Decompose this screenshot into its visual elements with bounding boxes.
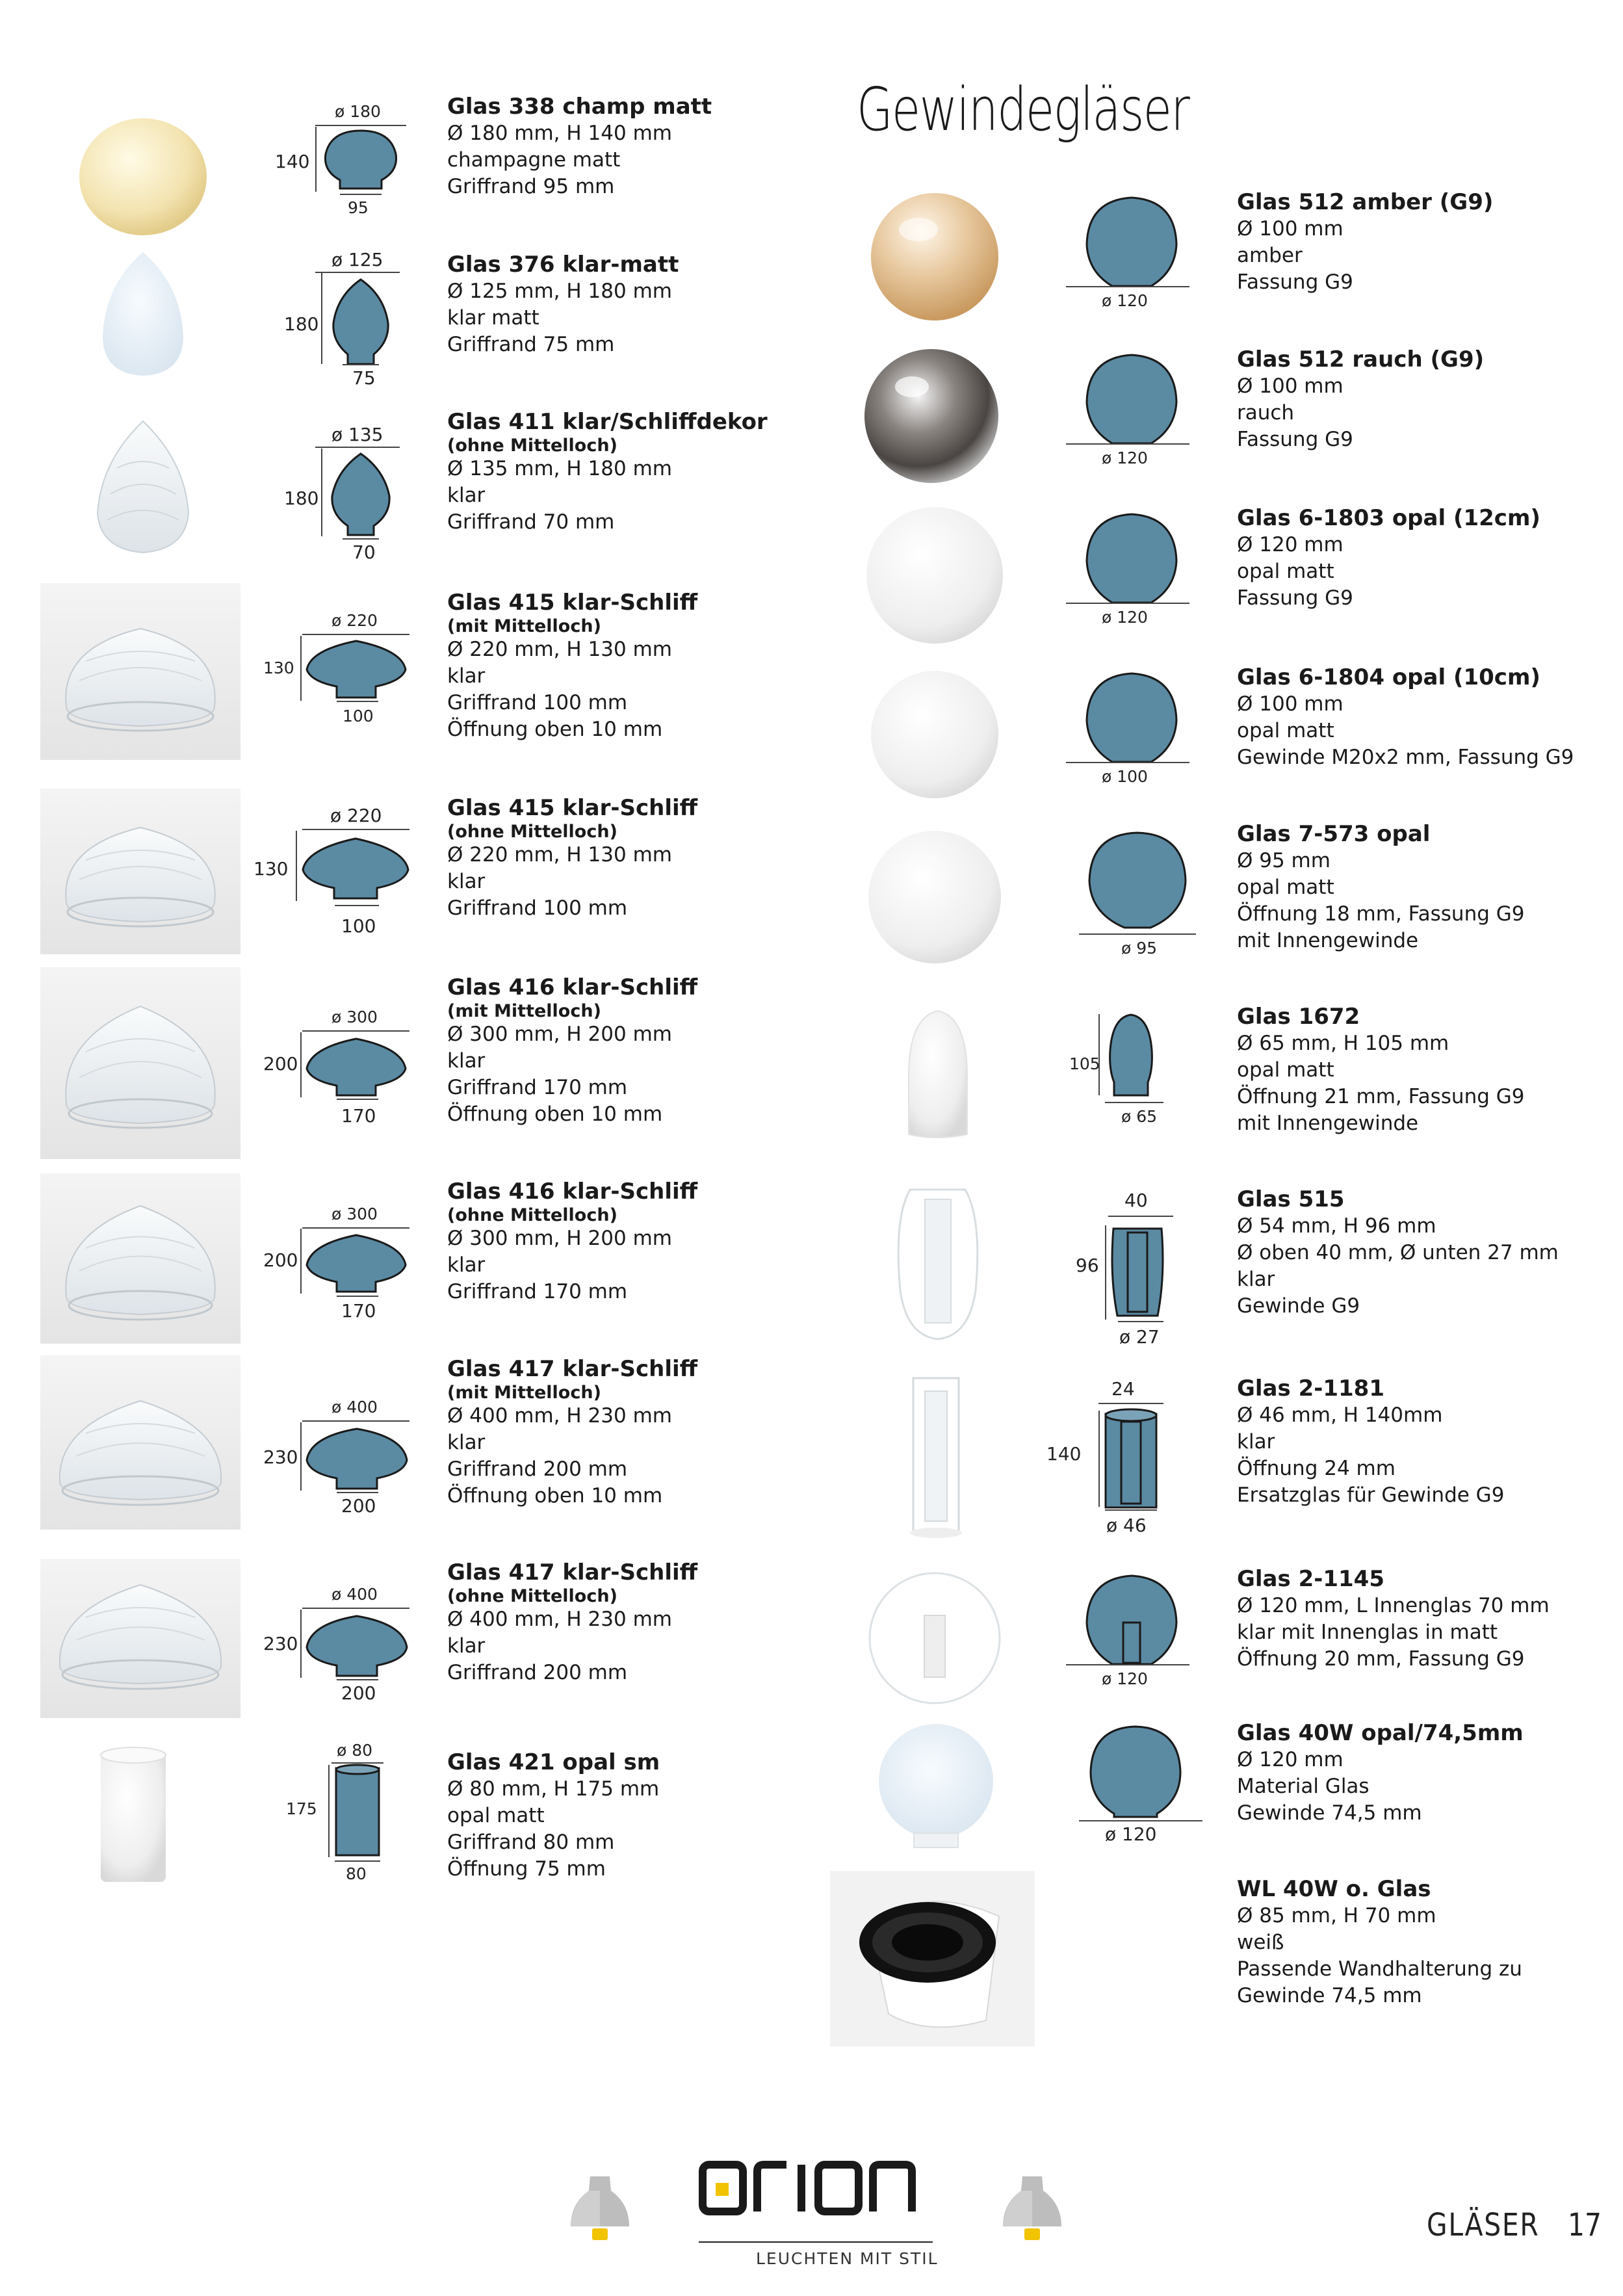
product-photo-376 xyxy=(78,247,208,384)
product-photo-515 xyxy=(887,1180,988,1349)
product-desc-411: Glas 411 klar/Schliffdekor (ohne Mittelloch) Ø 135 mm, H 180 mm klar Griffrand 70 mm xyxy=(447,409,768,534)
dim-side: 140 xyxy=(275,151,310,172)
dim-bottom: 100 xyxy=(343,707,374,725)
dim-side: 180 xyxy=(284,488,319,509)
product-desc-417-ohne: Glas 417 klar-Schliff (ohne Mittelloch) Ø 400 mm, H 230 mm klar Griffrand 200 mm xyxy=(447,1559,698,1684)
product-photo-1672 xyxy=(889,1004,987,1147)
dim-side: 130 xyxy=(253,858,289,880)
product-photo-7-573 xyxy=(857,820,1013,976)
glass-profile-drawing xyxy=(304,636,408,701)
dim-side: 130 xyxy=(263,659,294,677)
dim-bottom: ø 120 xyxy=(1102,608,1148,627)
glass-profile-drawing xyxy=(1105,1011,1157,1099)
glass-profile-drawing xyxy=(328,450,393,538)
product-photo-415-mit xyxy=(40,583,240,760)
product-photo-416-ohne xyxy=(40,1173,240,1344)
product-desc-wl-40w: WL 40W o. Glas Ø 85 mm, H 70 mm weiß Passende Wandhalterung zu Gewinde 74,5 mm xyxy=(1237,1876,1522,2007)
product-photo-338 xyxy=(62,104,224,241)
dim-side: 96 xyxy=(1076,1255,1099,1276)
product-desc-40w: Glas 40W opal/74,5mm Ø 120 mm Material Glas Gewinde 74,5 mm xyxy=(1237,1720,1524,1825)
lamp-icon xyxy=(996,2171,1068,2243)
product-desc-6-1803: Glas 6-1803 opal (12cm) Ø 120 mm opal matt Fassung G9 xyxy=(1237,505,1540,610)
product-photo-417-mit xyxy=(40,1355,240,1530)
dim-top: ø 300 xyxy=(331,1008,378,1026)
product-desc-512-rauch: Glas 512 rauch (G9) Ø 100 mm rauch Fassung G9 xyxy=(1237,346,1485,451)
glass-profile-drawing xyxy=(300,833,411,902)
product-photo-2-1181 xyxy=(894,1372,978,1544)
glass-profile-drawing xyxy=(304,1230,408,1295)
glass-profile-drawing xyxy=(1087,1723,1184,1820)
dim-bottom: 70 xyxy=(352,541,376,563)
dim-side: 180 xyxy=(284,313,319,335)
dim-top: ø 400 xyxy=(331,1398,378,1416)
glass-profile-drawing xyxy=(1083,351,1180,449)
dim-bottom: 80 xyxy=(346,1864,367,1883)
product-photo-512-amber xyxy=(863,184,1006,327)
section-title: Gewindegläser xyxy=(857,75,1189,144)
dim-side: 200 xyxy=(263,1249,298,1271)
dim-top: ø 400 xyxy=(331,1585,378,1604)
product-photo-6-1804 xyxy=(863,660,1006,809)
dim-bottom: 200 xyxy=(341,1682,376,1704)
dim-bottom: 100 xyxy=(341,915,376,937)
product-desc-512-amber: Glas 512 amber (G9) Ø 100 mm amber Fassung G9 xyxy=(1237,189,1494,294)
dim-bottom: ø 65 xyxy=(1121,1107,1158,1126)
glass-profile-drawing xyxy=(1083,670,1180,767)
product-desc-2-1181: Glas 2-1181 Ø 46 mm, H 140mm klar Öffnung 24 mm Ersatzglas für Gewinde G9 xyxy=(1237,1376,1505,1507)
product-photo-wl-40w xyxy=(830,1871,1035,2046)
glass-profile-drawing xyxy=(1102,1407,1160,1511)
dim-side: 140 xyxy=(1046,1443,1082,1465)
orion-logo xyxy=(699,2158,933,2223)
dim-bottom: 75 xyxy=(352,367,376,389)
product-desc-415-ohne: Glas 415 klar-Schliff (ohne Mittelloch) Ø 220 mm, H 130 mm klar Griffrand 100 mm xyxy=(447,795,698,920)
product-photo-512-rauch xyxy=(857,341,1006,491)
dim-side: 175 xyxy=(286,1799,317,1818)
dim-bottom: ø 95 xyxy=(1121,939,1158,958)
brand-tagline: LEUCHTEN MIT STIL xyxy=(756,2249,939,2268)
product-photo-2-1145 xyxy=(857,1563,1013,1713)
dim-side: 230 xyxy=(263,1633,298,1654)
glass-profile-drawing xyxy=(333,1763,382,1859)
product-desc-376: Glas 376 klar-matt Ø 125 mm, H 180 mm klar matt Griffrand 75 mm xyxy=(447,252,679,356)
product-desc-421: Glas 421 opal sm Ø 80 mm, H 175 mm opal matt Griffrand 80 mm Öffnung 75 mm xyxy=(447,1749,660,1881)
product-photo-415-ohne xyxy=(40,789,240,954)
product-desc-338: Glas 338 champ matt Ø 180 mm, H 140 mm champagne matt Griffrand 95 mm xyxy=(447,94,712,198)
glass-profile-drawing xyxy=(322,127,400,192)
glass-profile-drawing xyxy=(1083,510,1180,608)
product-photo-421 xyxy=(84,1742,182,1892)
product-desc-415-mit: Glas 415 klar-Schliff (mit Mittelloch) Ø 220 mm, H 130 mm klar Griffrand 100 mm Öffnung oben 10 mm xyxy=(447,590,698,741)
dim-bottom: ø 120 xyxy=(1102,291,1148,310)
dim-side: 200 xyxy=(263,1053,298,1075)
product-desc-2-1145: Glas 2-1145 Ø 120 mm, L Innenglas 70 mm klar mit Innenglas in matt Öffnung 20 mm, Fassung G9 xyxy=(1237,1566,1550,1671)
dim-bottom: ø 46 xyxy=(1106,1515,1147,1536)
dim-top: 40 xyxy=(1124,1190,1148,1211)
dim-top: ø 220 xyxy=(330,805,382,826)
page-number: 17 xyxy=(1568,2207,1602,2243)
product-desc-417-mit: Glas 417 klar-Schliff (mit Mittelloch) Ø 400 mm, H 230 mm klar Griffrand 200 mm Öffnung oben 10 mm xyxy=(447,1356,698,1507)
dim-bottom: 95 xyxy=(348,198,369,217)
product-desc-515: Glas 515 Ø 54 mm, H 96 mm Ø oben 40 mm, Ø unten 27 mm klar Gewinde G9 xyxy=(1237,1186,1559,1318)
glass-profile-drawing xyxy=(1083,194,1180,291)
product-photo-411 xyxy=(71,416,214,559)
dim-bottom: ø 120 xyxy=(1105,1823,1157,1845)
product-desc-416-ohne: Glas 416 klar-Schliff (ohne Mittelloch) Ø 300 mm, H 200 mm klar Griffrand 170 mm xyxy=(447,1179,698,1303)
lamp-icon xyxy=(564,2171,636,2243)
dim-bottom: ø 120 xyxy=(1102,1669,1148,1688)
product-photo-417-ohne xyxy=(40,1559,240,1718)
dim-top: ø 220 xyxy=(331,611,378,630)
dim-bottom: ø 120 xyxy=(1102,449,1148,467)
dim-top: ø 80 xyxy=(337,1741,373,1760)
glass-profile-drawing xyxy=(1083,1572,1180,1669)
dim-bottom: ø 27 xyxy=(1119,1326,1160,1348)
dim-bottom: 200 xyxy=(341,1495,376,1517)
dim-top: ø 300 xyxy=(331,1205,378,1223)
product-photo-40w xyxy=(870,1716,1003,1859)
dim-top: ø 180 xyxy=(335,102,381,121)
product-photo-6-1803 xyxy=(857,501,1013,650)
product-desc-6-1804: Glas 6-1804 opal (10cm) Ø 100 mm opal matt Gewinde M20x2 mm, Fassung G9 xyxy=(1237,664,1574,769)
dim-top: ø 135 xyxy=(331,424,383,445)
glass-profile-drawing xyxy=(304,1611,409,1679)
glass-profile-drawing xyxy=(304,1034,408,1099)
product-photo-416-mit xyxy=(40,967,240,1159)
product-desc-7-573: Glas 7-573 opal Ø 95 mm opal matt Öffnung 18 mm, Fassung G9 mit Innengewinde xyxy=(1237,821,1525,952)
footer-category: GLÄSER xyxy=(1427,2207,1540,2243)
product-desc-416-mit: Glas 416 klar-Schliff (mit Mittelloch) Ø 300 mm, H 200 mm klar Griffrand 170 mm Öffnung oben 10 mm xyxy=(447,974,698,1126)
dim-bottom: ø 100 xyxy=(1102,767,1148,786)
glass-profile-drawing xyxy=(328,276,393,367)
dim-top: ø 125 xyxy=(331,249,383,270)
dim-side: 230 xyxy=(263,1446,298,1468)
dim-bottom: 170 xyxy=(341,1300,376,1322)
glass-profile-drawing xyxy=(304,1424,409,1492)
dim-top: 24 xyxy=(1111,1378,1135,1400)
glass-profile-drawing xyxy=(1085,829,1189,933)
glass-profile-drawing xyxy=(1108,1223,1167,1321)
product-desc-1672: Glas 1672 Ø 65 mm, H 105 mm opal matt Öffnung 21 mm, Fassung G9 mit Innengewinde xyxy=(1237,1004,1525,1135)
dim-bottom: 170 xyxy=(341,1105,376,1127)
dim-side: 105 xyxy=(1069,1054,1100,1073)
